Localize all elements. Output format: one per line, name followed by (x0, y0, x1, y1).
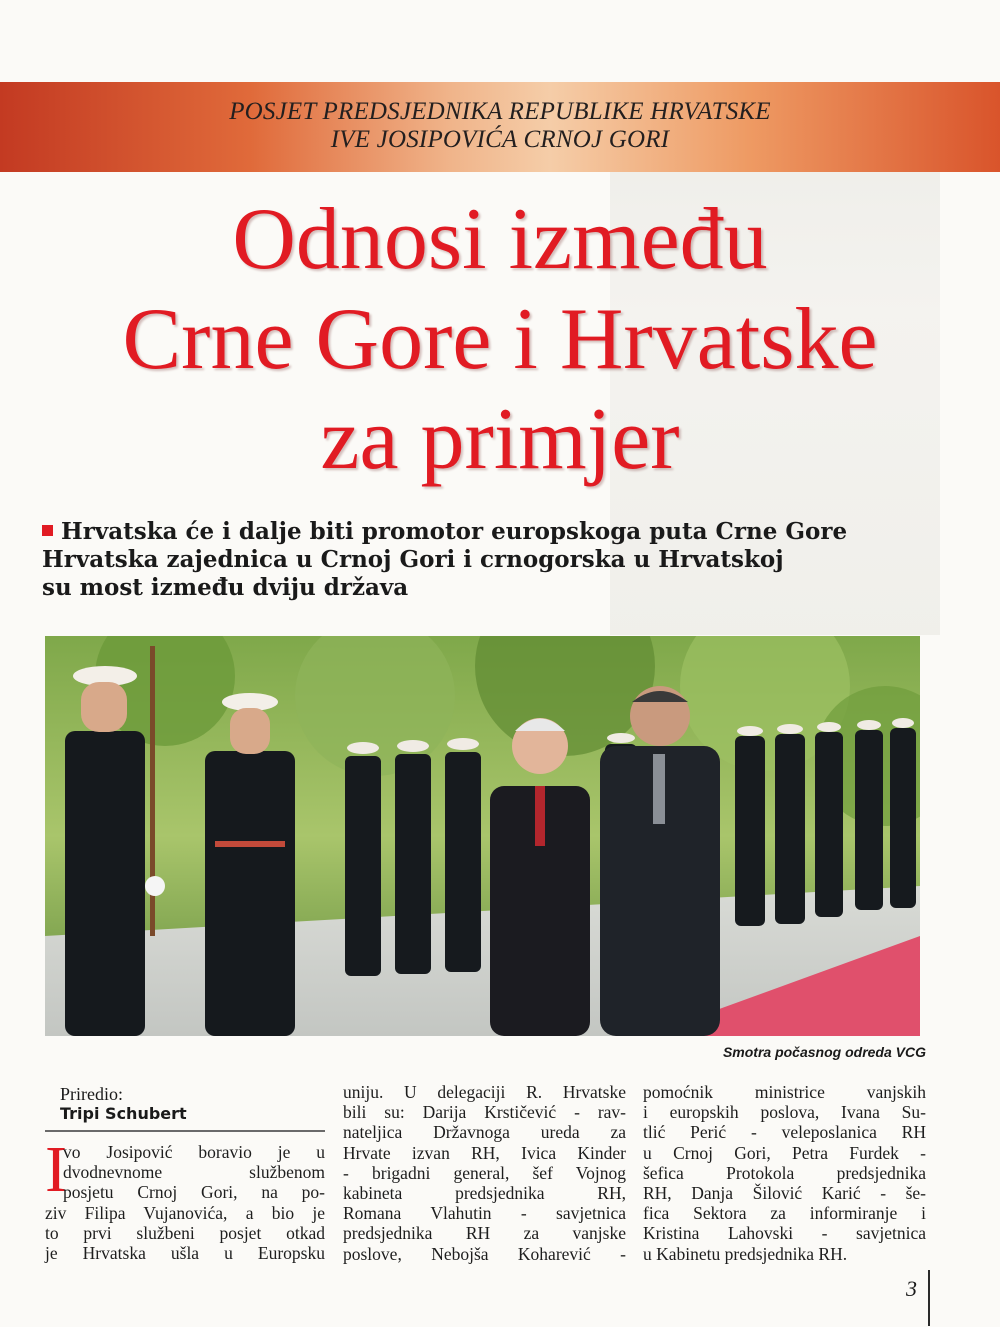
col3-line: pomoćnik ministrice vanjskih (643, 1082, 926, 1102)
col2-line: kabineta predsjednika RH, (343, 1183, 626, 1204)
drop-cap: I (45, 1133, 67, 1206)
col1-line: je Hrvatska ušla u Europsku (45, 1243, 325, 1264)
col2-line: predsjednika RH za vanjske (343, 1223, 626, 1244)
col3-line: u Kabinetu predsjednika RH. (643, 1243, 848, 1264)
article-column-1 (45, 1133, 325, 1264)
headline-line-3: za primjer (320, 391, 680, 488)
col2-line: poslove, Nebojša Koharević - (343, 1243, 626, 1264)
byline-label: Priredio: (60, 1084, 123, 1104)
photo-caption: Smotra počasnog odreda VCG (722, 1044, 926, 1060)
col2-line: uniju. U delegaciji R. Hrvatske (343, 1082, 626, 1102)
byline-author: Tripi Schubert (60, 1104, 187, 1123)
col3-line: fica Sektora za informiranje i (643, 1203, 926, 1224)
red-square-bullet (42, 525, 53, 536)
honor-guard-photo (45, 636, 920, 1036)
col1-line: to prvi službeni posjet otkad (45, 1222, 325, 1243)
byline-rule (45, 1130, 325, 1132)
col2-line: nateljica Državnoga ureda za (343, 1122, 626, 1143)
article-column-3 (643, 1082, 926, 1264)
col3-line: Kristina Lahovski - savjetnica (643, 1223, 926, 1244)
kicker-line-2: IVE JOSIPOVIĆA CRNOJ GORI (330, 126, 670, 153)
col3-line: RH, Danja Šilović Karić - še- (643, 1183, 926, 1204)
subheadline-line-1: Hrvatska će i dalje biti promotor europskoga puta Crne Gore (61, 518, 848, 545)
col2-line: Hrvate izvan RH, Ivica Kinder (343, 1142, 626, 1163)
kicker-line-1: POSJET PREDSJEDNIKA REPUBLIKE HRVATSKE (229, 98, 771, 125)
headline-line-2: Crne Gore i Hrvatske (122, 291, 878, 388)
page-number: 3 (906, 1276, 917, 1301)
col1-line: vo Josipović boravio je u (63, 1142, 325, 1162)
col3-line: šefica Protokola predsjednika (643, 1162, 926, 1183)
col3-line: i europskih poslova, Ivana Su- (643, 1102, 926, 1123)
subheadline (42, 518, 962, 602)
honor-guard-illustration (45, 636, 920, 1036)
col2-line: bili su: Darija Krstičević - rav- (343, 1102, 626, 1123)
article-column-2 (343, 1082, 626, 1264)
col2-line: - brigadni general, šef Vojnog (343, 1162, 626, 1183)
headline-line-1: Odnosi između (232, 191, 768, 288)
col3-line: tlić Perić - veleposlanica RH (643, 1122, 926, 1143)
headline (0, 190, 1000, 490)
col1-line: dvodnevnome službenom (63, 1162, 325, 1183)
col1-line: ziv Filipa Vujanovića, a bio je (45, 1202, 325, 1223)
col1-line: posjetu Crnoj Gori, na po- (63, 1182, 325, 1203)
byline (60, 1084, 187, 1124)
col3-line: u Crnoj Gori, Petra Furdek - (643, 1142, 926, 1163)
subheadline-line-3: su most između dviju država (42, 574, 409, 601)
subheadline-line-2: Hrvatska zajednica u Crnoj Gori i crnogorska u Hrvatskoj (42, 546, 784, 573)
col2-line: Romana Vlahutin - savjetnica (343, 1203, 626, 1224)
page-number-rule (928, 1270, 930, 1326)
kicker (0, 98, 1000, 154)
